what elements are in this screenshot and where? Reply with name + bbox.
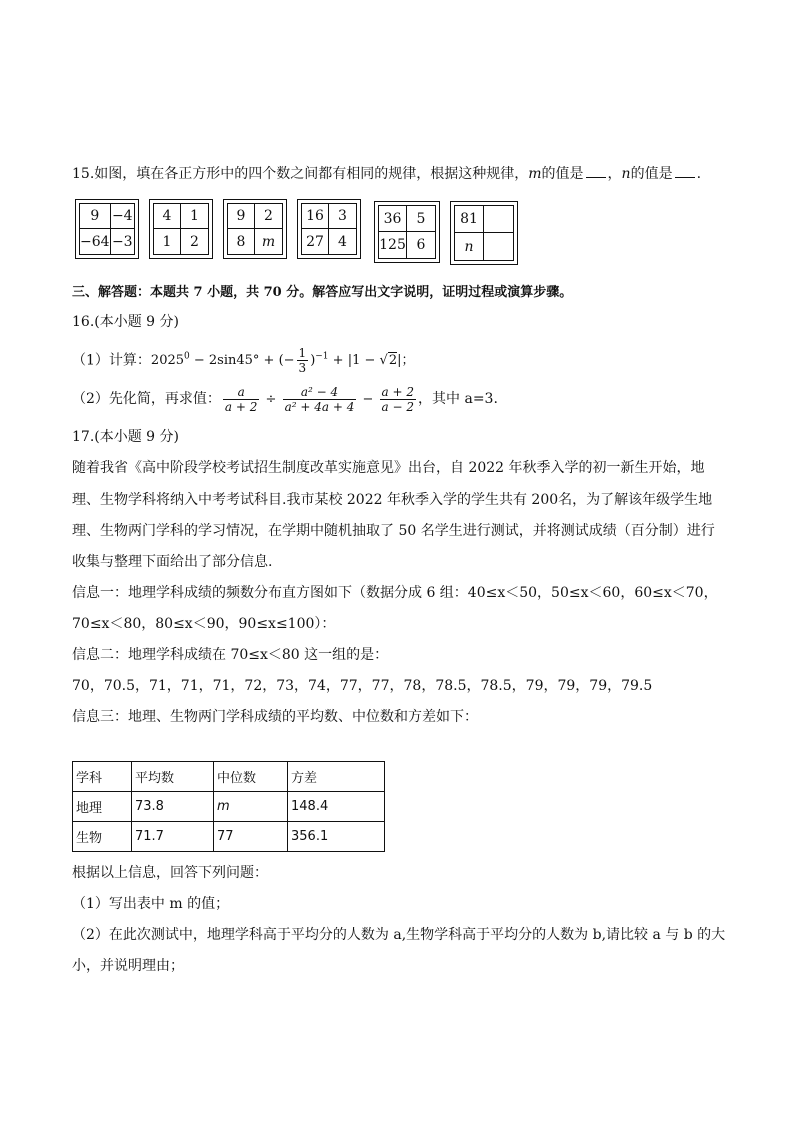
exponent: 0 xyxy=(184,352,190,362)
q16-p1-expr xyxy=(150,346,415,376)
q15-blank-n[interactable] xyxy=(675,165,695,178)
grid-cell: 8 xyxy=(228,229,255,254)
grid-cell: 6 xyxy=(416,237,426,253)
q17-subq2: （2）在此次测试中，地理学科高于平均分的人数为 a,生物学科高于平均分的人数为 b,请比较 a 与 b 的大 xyxy=(72,927,726,943)
exponent: −1 xyxy=(315,352,329,362)
grid-cell: 4 xyxy=(154,204,181,229)
fraction-num: 1 xyxy=(298,346,307,361)
table-row xyxy=(73,792,385,822)
fraction-den: 3 xyxy=(298,361,307,376)
table-cell: 356.1 xyxy=(288,822,385,852)
q17-para-line: 理、生物学科将纳入中考考试科目.我市某校 2022 年秋季入学的学生共有 200名，为了解该年级学生地 xyxy=(72,492,713,508)
q17-para-line: 理、生物两门学科的学习情况，在学期中随机抽取了 50 名学生进行测试，并将测试成绩（百分制）进行 xyxy=(72,523,715,539)
table-cell: 地理 xyxy=(73,792,132,822)
number-grid-3 xyxy=(223,199,287,259)
number-grid-6 xyxy=(450,201,518,265)
grid-cell: 3 xyxy=(329,204,356,229)
q15-text xyxy=(72,165,701,183)
q16-part2 xyxy=(72,382,498,417)
table-cell: 148.4 xyxy=(288,792,385,822)
q17-info1: 信息一：地理学科成绩的频数分布直方图如下（数据分成 6 组：40≤x＜50，50≤x＜60，60≤x＜70， xyxy=(72,585,718,601)
fraction-num: a + 2 xyxy=(381,385,415,399)
q15-text-b: 的值是 xyxy=(541,166,584,182)
q17-ask: 根据以上信息，回答下列问题： xyxy=(72,865,268,881)
table-cell: 生物 xyxy=(73,822,132,852)
expr-part: + |1 − xyxy=(328,353,380,369)
number-grid-1 xyxy=(75,199,139,259)
q16-p2-label: （2）先化简，再求值： xyxy=(72,391,221,407)
grid-cell: 4 xyxy=(338,233,347,250)
grid-cell: n xyxy=(455,233,484,260)
grid-cell: 36 xyxy=(379,206,407,232)
fraction-num: a² − 4 xyxy=(283,385,357,400)
q15-text-e: . xyxy=(696,166,702,182)
q17-para-line: 收集与整理下面给出了部分信息. xyxy=(72,554,273,570)
q16-p2-expr xyxy=(221,385,418,414)
fraction-den: a − 2 xyxy=(381,400,415,414)
table-header-row xyxy=(73,762,385,792)
fraction xyxy=(223,385,259,414)
q17-subq2-cont: 小，并说明理由； xyxy=(72,958,184,974)
grid-cell: −3 xyxy=(111,233,133,250)
table-row xyxy=(73,822,385,852)
grid-cell: 27 xyxy=(302,229,329,254)
expr-part: ) xyxy=(310,353,316,369)
fraction xyxy=(283,385,357,414)
table-cell: 77 xyxy=(214,822,288,852)
table-cell: 73.8 xyxy=(132,792,214,822)
number-grid-2 xyxy=(149,199,213,259)
q17-subq1: （1）写出表中 m 的值； xyxy=(72,896,230,912)
expr-part: |； xyxy=(397,353,415,369)
fraction xyxy=(297,346,309,375)
q17-info2: 信息二：地理学科成绩在 70≤x＜80 这一组的是： xyxy=(72,647,389,663)
grid-cell: 9 xyxy=(228,204,255,229)
grid-cell: 125 xyxy=(379,232,407,258)
number-grid-5 xyxy=(374,201,440,263)
grid-cell: 2 xyxy=(190,233,199,250)
table-cell: 71.7 xyxy=(132,822,214,852)
table-header-cell: 学科 xyxy=(73,762,132,792)
q16-p2-tail: ，其中 a=3. xyxy=(418,391,498,407)
sqrt-radicand: 2 xyxy=(388,353,398,369)
table-header-cell: 平均数 xyxy=(132,762,214,792)
q17-info2-data: 70，70.5，71，71，71，72，73，74，77，77，78，78.5，78.5，79，79，79，79.5 xyxy=(72,678,653,694)
q15-m-var: m xyxy=(528,166,542,182)
q15-text-c: ， xyxy=(607,166,622,182)
q17-info3: 信息三：地理、生物两门学科成绩的平均数、中位数和方差如下： xyxy=(72,709,478,725)
q17-header: 17.(本小题 9 分) xyxy=(72,429,179,445)
grid-cell: 1 xyxy=(181,204,208,229)
q17-info1-cont: 70≤x＜80，80≤x＜90，90≤x≤100）： xyxy=(72,616,336,632)
q16-p1-label: （1）计算： xyxy=(72,352,151,369)
fraction-den: a + 2 xyxy=(224,400,258,414)
grid-cell: 2 xyxy=(255,204,282,229)
grid-cell: m xyxy=(261,233,276,250)
grid-cell: 16 xyxy=(302,204,329,229)
expr-part: 2025 xyxy=(150,353,185,369)
stats-table xyxy=(72,761,385,852)
q15-text-d: 的值是 xyxy=(630,166,673,182)
fraction-num: a xyxy=(223,385,259,400)
section-3-title: 三、解答题：本题共 7 小题，共 70 分。解答应写出文字说明，证明过程或演算步骤。 xyxy=(72,285,573,300)
grid-cell: −64 xyxy=(80,229,111,254)
grid-cell xyxy=(484,206,513,233)
grid-cell: −4 xyxy=(111,204,134,229)
table-header-cell: 中位数 xyxy=(214,762,288,792)
grid-cell: 9 xyxy=(80,204,111,229)
fraction xyxy=(380,385,416,414)
expr-part: − 2sin45° + (− xyxy=(189,353,295,369)
grid-cell: 1 xyxy=(154,229,181,254)
minus-sign: − xyxy=(362,392,374,407)
q16-header: 16.(本小题 9 分) xyxy=(72,314,179,330)
divide-sign: ÷ xyxy=(265,392,277,407)
q16-part1 xyxy=(72,343,414,375)
q15-text-a: 15.如图，填在各正方形中的四个数之间都有相同的规律，根据这种规律， xyxy=(72,166,529,182)
table-cell: m xyxy=(214,792,288,822)
fraction-den: a² + 4a + 4 xyxy=(284,400,355,414)
grid-cell: 5 xyxy=(407,206,435,232)
grid-cell xyxy=(484,233,513,260)
q17-para-line: 随着我省《高中阶段学校考试招生制度改革实施意见》出台，自 2022 年秋季入学的初一新生开始，地 xyxy=(72,460,705,476)
table-header-cell: 方差 xyxy=(288,762,385,792)
q15-n-var: n xyxy=(621,166,631,182)
q15-blank-m[interactable] xyxy=(586,165,606,178)
sqrt-sign: √ xyxy=(379,353,388,369)
number-grid-4 xyxy=(297,199,361,259)
grid-cell: 81 xyxy=(455,206,484,233)
